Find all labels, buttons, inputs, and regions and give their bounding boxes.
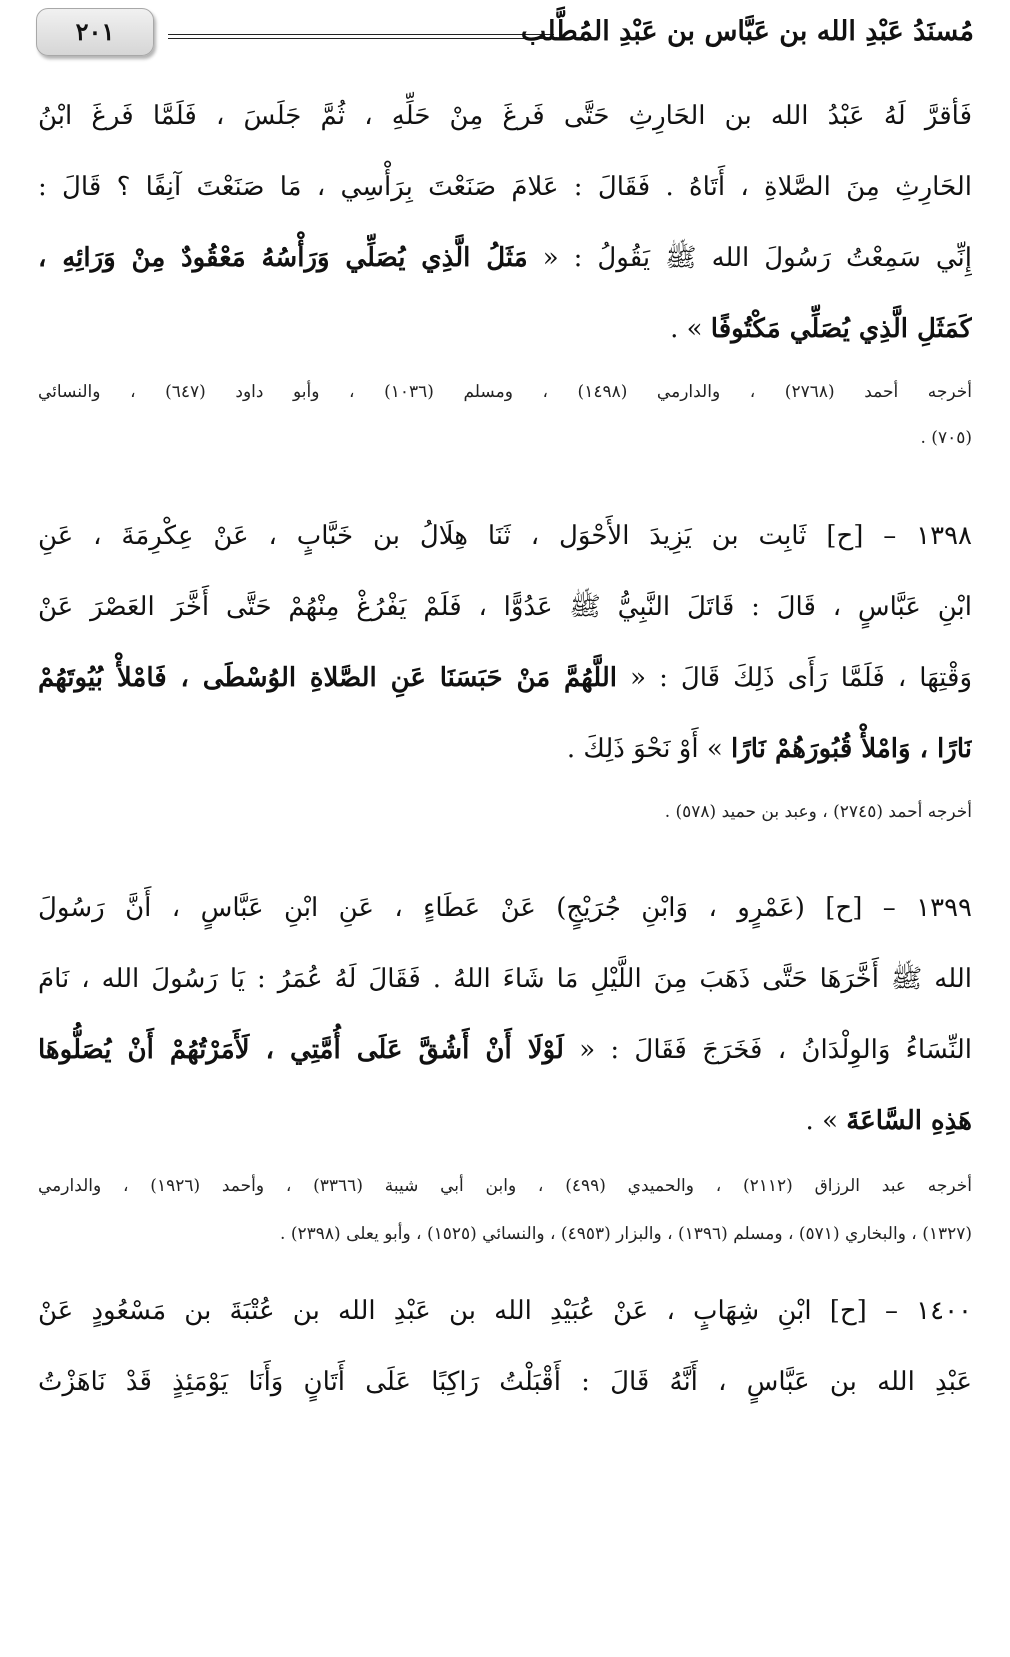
text-run: إِنِّي سَمِعْتُ رَسُولَ الله ﷺ يَقُولُ : « — [542, 243, 972, 273]
hadith-quote: كَمَثَلِ الَّذِي يُصَلِّي مَكْتُوفًا — [710, 314, 972, 344]
hadith-quote: لَوْلَا أَنْ أَشُقَّ عَلَى أُمَّتِي ، لَأَمَرْتُهُمْ أَنْ يُصَلُّوهَا — [38, 1035, 564, 1065]
text-line: عَبْدِ الله بن عَبَّاسٍ ، أَنَّهُ قَالَ : أَقْبَلْتُ رَاكِبًا عَلَى أَتَانٍ وَأَنَا يَوْمَئِذٍ قَدْ نَاهَزْتُ — [38, 1367, 972, 1397]
text-run: النِّسَاءُ وَالوِلْدَانُ ، فَخَرَجَ فَقَالَ : « — [579, 1035, 972, 1065]
text-run: » أَوْ نَحْوَ ذَلِكَ . — [566, 734, 723, 764]
hadith-quote: مَثَلُ الَّذِي يُصَلِّي وَرَأْسُهُ مَعْقُودٌ مِنْ وَرَائِهِ ، — [38, 243, 528, 273]
text-line — [38, 230, 972, 286]
footnote-line: (٧٠٥) . — [920, 428, 972, 448]
text-line — [38, 1093, 972, 1149]
header-rule — [168, 34, 554, 35]
text-line — [38, 721, 972, 777]
running-title: مُسنَدُ عَبْدِ الله بن عَبَّاس بن عَبْدِ المُطَّلب — [520, 16, 974, 47]
text-run: وَقْتِهَا ، فَلَمَّا رَأَى ذَلِكَ قَالَ : « — [630, 663, 972, 693]
footnote-line: أخرجه أحمد (٢٧٦٨) ، والدارمي (١٤٩٨) ، ومسلم (١٠٣٦) ، وأبو داود (٦٤٧) ، والنسائي — [38, 382, 972, 402]
text-line: فَأقرَّ لَهُ عَبْدُ الله بن الحَارِثِ حَتَّى فَرغَ مِنْ حَلِّهِ ، ثُمَّ جَلَسَ ، فَلَمَّا فَرغَ ابْنُ — [38, 101, 972, 131]
text-line: ١٣٩٨ – [ح] ثَابِت بن يَزِيدَ الأَحْوَل ، ثَنَا هِلَالُ بن خَبَّابٍ ، عَنْ عِكْرِمَةَ ، عَنِ — [38, 521, 972, 551]
hadith-quote: هَذِهِ السَّاعَةَ — [846, 1106, 972, 1136]
text-line: ١٤٠٠ – [ح] ابْنِ شِهَابٍ ، عَنْ عُبَيْدِ الله بن عَبْدِ الله بن عُتْبَةَ بن مَسْعُودٍ عَنْ — [38, 1296, 972, 1326]
footnote-line: أخرجه عبد الرزاق (٢١١٢) ، والحميدي (٤٩٩) ، وابن أبي شيبة (٣٣٦٦) ، وأحمد (١٩٢٦) ، والدارمي — [38, 1176, 972, 1196]
text-line — [38, 1022, 972, 1078]
text-run: » . — [805, 1106, 838, 1136]
page-header — [36, 8, 974, 64]
hadith-quote: نَارًا ، وَامْلأْ قُبُورَهُمْ نَارًا — [731, 734, 972, 764]
text-line: ابْنِ عَبَّاسٍ ، قَالَ : قَاتَلَ النَّبِيُّ ﷺ عَدُوًّا ، فَلَمْ يَفْرُغْ مِنْهُمْ حَتَّى أَخَّرَ العَصْرَ عَنْ — [38, 592, 972, 622]
text-line: ١٣٩٩ – [ح] (عَمْرٍو ، وَابْنِ جُرَيْجٍ) عَنْ عَطَاءٍ ، عَنِ ابْنِ عَبَّاسٍ ، أَنَّ رَسُولَ — [38, 893, 972, 923]
text-line — [38, 301, 972, 357]
footnote-line: أخرجه أحمد (٢٧٤٥) ، وعبد بن حميد (٥٧٨) . — [664, 802, 972, 822]
text-line — [38, 650, 972, 706]
header-rule — [168, 38, 554, 39]
page-number-badge: ٢٠١ — [36, 8, 154, 56]
text-run: » . — [670, 314, 703, 344]
footnote-line: (١٣٢٧) ، والبخاري (٥٧١) ، ومسلم (١٣٩٦) ، والبزار (٤٩٥٣) ، والنسائي (١٥٢٥) ، وأبو يعلى (٢٣٩٨) . — [280, 1224, 972, 1244]
text-line: الله ﷺ أَخَّرَهَا حَتَّى ذَهَبَ مِنَ اللَّيْلِ مَا شَاءَ اللهُ . فَقَالَ لَهُ عُمَرُ : يَا رَسُولَ الله ، نَامَ — [38, 964, 972, 994]
hadith-quote: اللَّهُمَّ مَنْ حَبَسَنَا عَنِ الصَّلاةِ الوُسْطَى ، فَامْلأْ بُيُوتَهُمْ — [38, 663, 618, 693]
text-line: الحَارِثِ مِنَ الصَّلاةِ ، أَتَاهُ . فَقَالَ : عَلامَ صَنَعْتَ بِرَأْسِي ، مَا صَنَعْتَ آنِفًا ؟ قَالَ : — [38, 172, 972, 202]
